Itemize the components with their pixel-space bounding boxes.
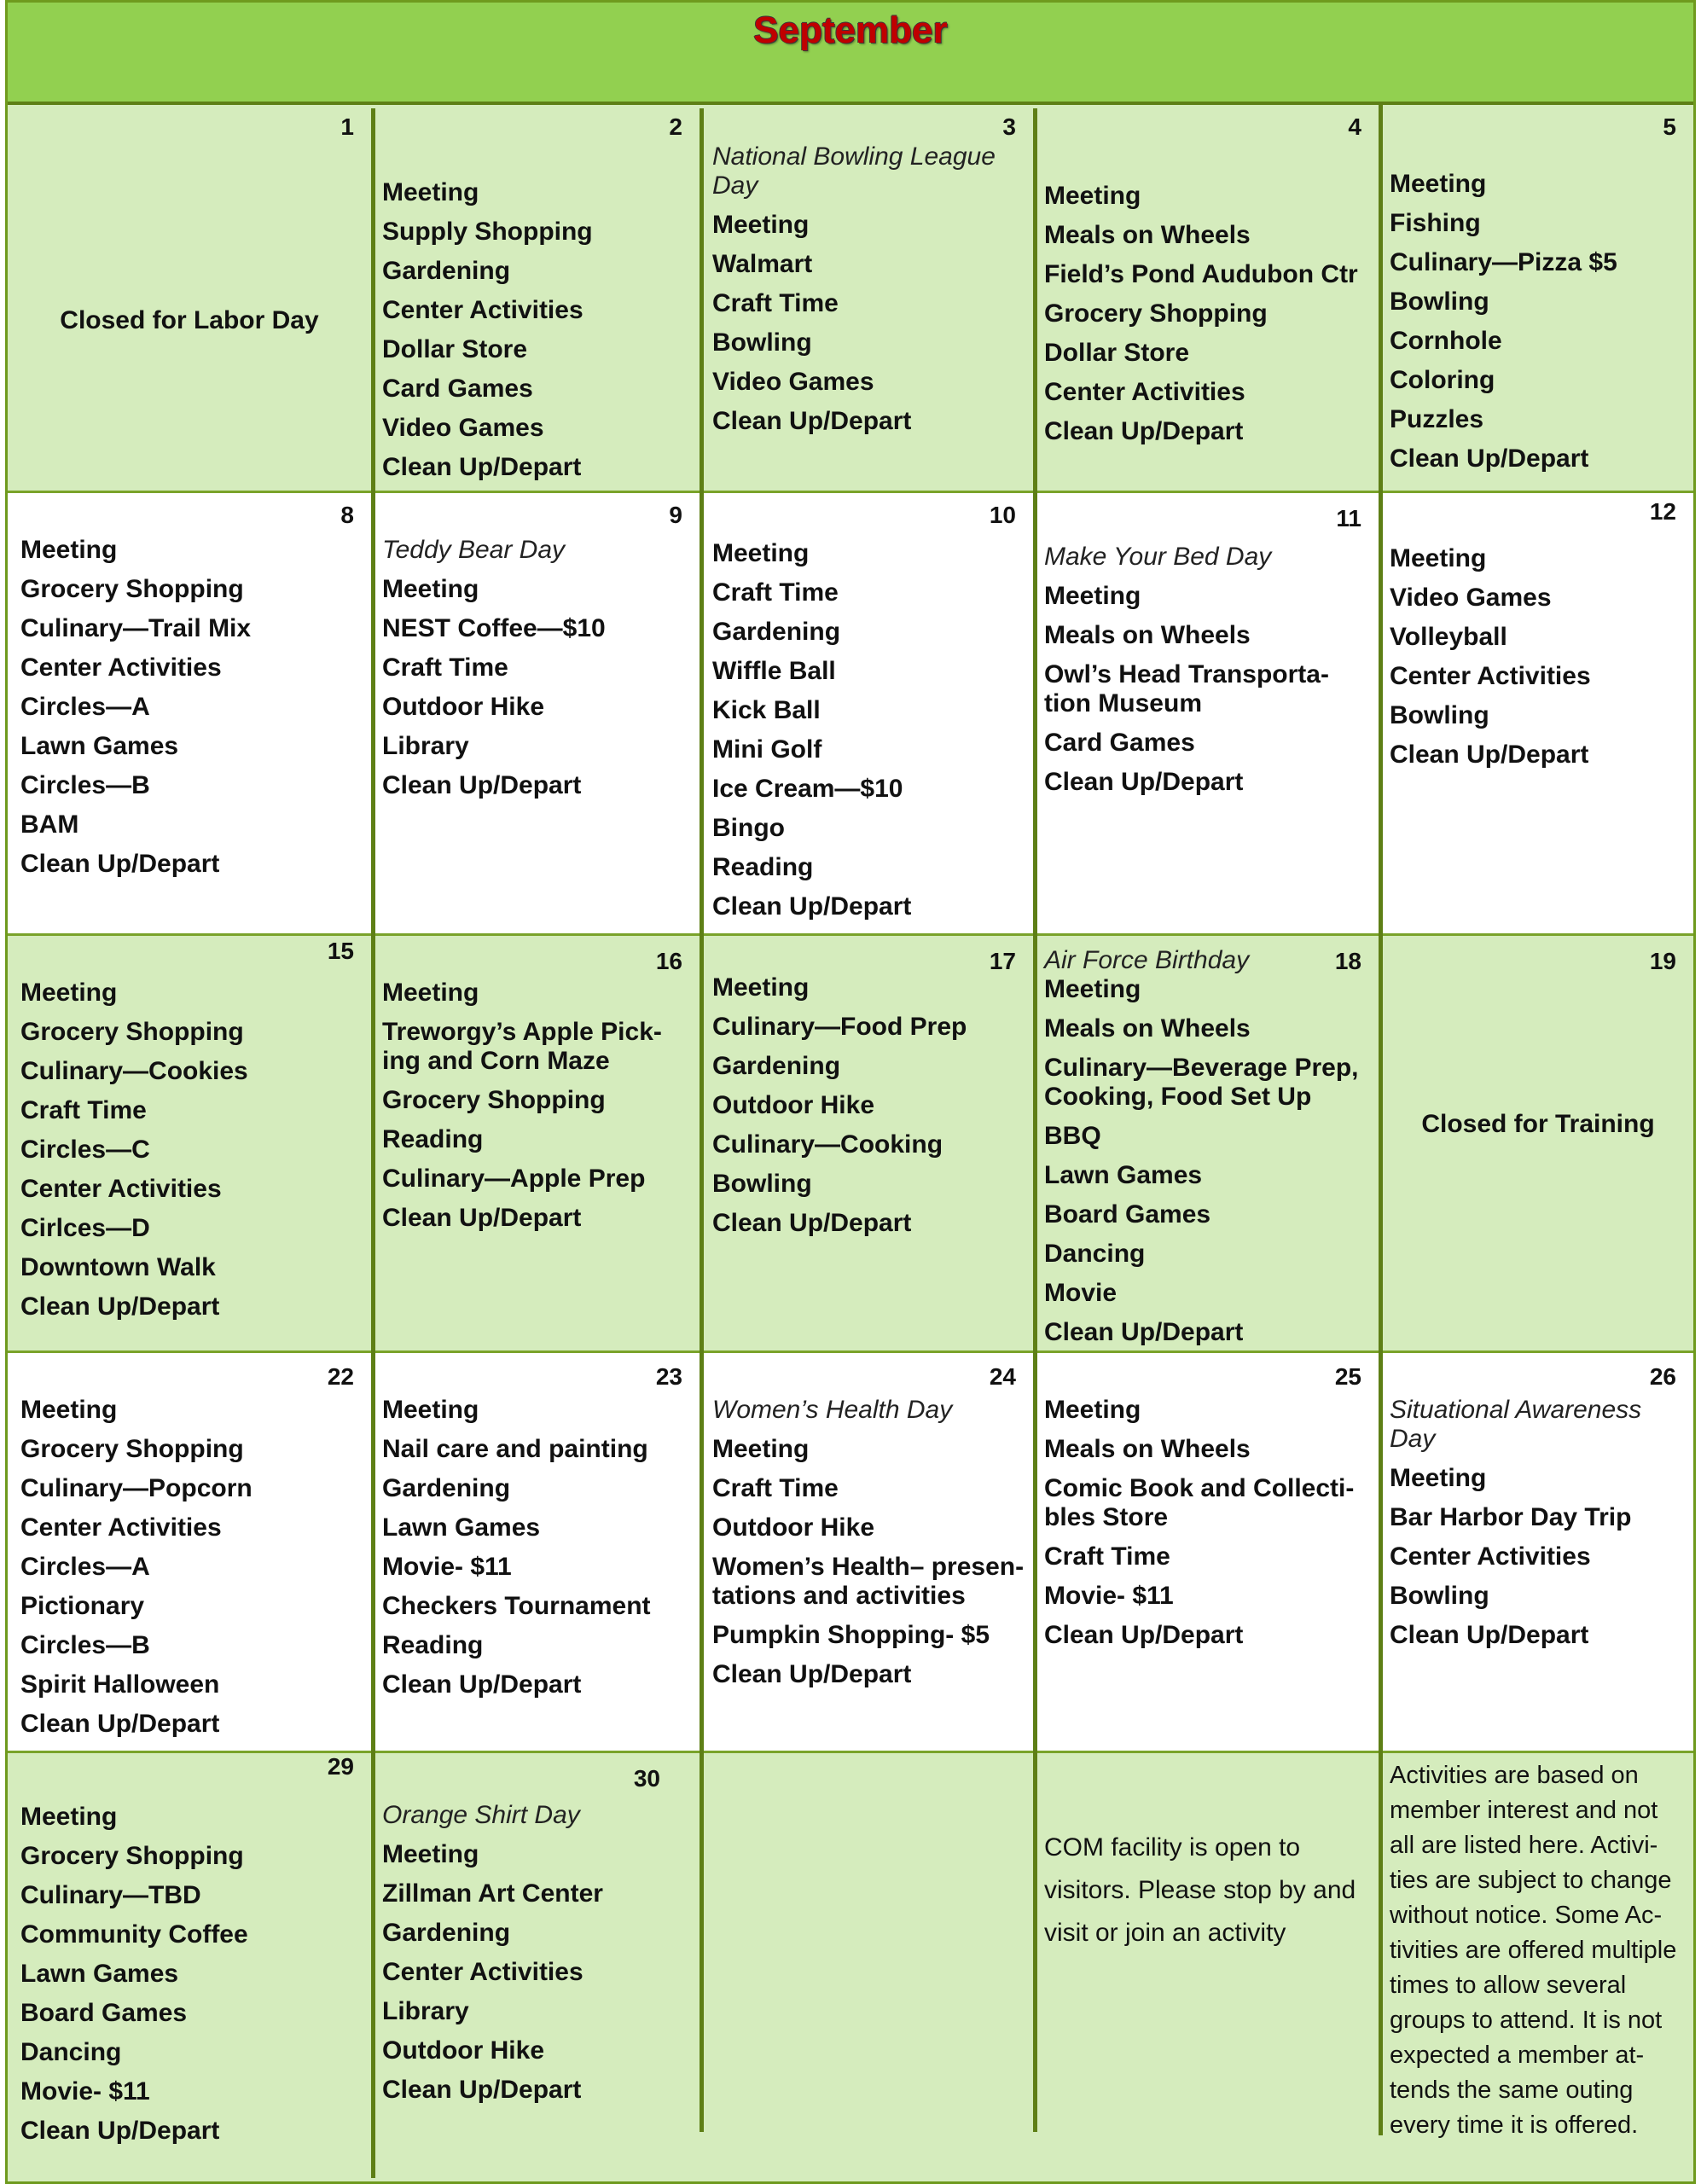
activity-item: Center Activities <box>1044 378 1245 406</box>
activity-item: Clean Up/Depart <box>1044 1621 1244 1649</box>
activity-item: Spirit Halloween <box>20 1670 220 1699</box>
activity-item: Meeting <box>1390 544 1487 572</box>
day-number: 18 <box>1334 948 1361 974</box>
closed-notice: Closed for Training <box>1421 1110 1655 1138</box>
activity-item: Clean Up/Depart <box>712 892 912 921</box>
activity-item: Bar Harbor Day Trip <box>1390 1503 1632 1531</box>
activity-item: Bowling <box>1390 701 1489 729</box>
activity-item: Coloring <box>1390 366 1495 394</box>
activity-item: Bingo <box>712 814 785 842</box>
column-divider <box>371 108 375 2178</box>
day-cell <box>375 1753 700 2181</box>
day-cell <box>704 1353 1033 1751</box>
activity-item: Pumpkin Shopping- $5 <box>712 1621 990 1649</box>
day-cell <box>8 1753 371 2181</box>
week-5 <box>8 1753 1693 2181</box>
activity-item: Nail care and painting <box>382 1435 648 1463</box>
activity-item: Culinary—Trail Mix <box>20 614 252 642</box>
activity-item: Owl’s Head Transporta-tion Museum <box>1044 660 1329 717</box>
activity-item: Meeting <box>20 1396 118 1424</box>
day-number: 19 <box>1649 948 1676 974</box>
day-number: 29 <box>327 1753 354 1780</box>
activity-item: Puzzles <box>1390 405 1484 433</box>
activity-item: Meeting <box>712 973 810 1002</box>
day-number: 25 <box>1334 1363 1361 1390</box>
activity-item: Circles—A <box>20 693 150 721</box>
activity-item: Card Games <box>382 375 533 403</box>
activity-item: Meals on Wheels <box>1044 621 1251 649</box>
activity-item: Clean Up/Depart <box>1044 1318 1244 1346</box>
activity-item: Dollar Store <box>1044 339 1190 367</box>
day-cell <box>8 493 371 933</box>
activity-item: Ice Cream—$10 <box>712 775 903 803</box>
activity-item: Fishing <box>1390 209 1481 237</box>
week-4 <box>8 1353 1693 1751</box>
activity-item: Clean Up/Depart <box>1044 768 1244 796</box>
activity-item: Meeting <box>20 1803 118 1831</box>
day-number: 17 <box>989 948 1016 974</box>
day-number: 4 <box>1348 113 1361 140</box>
day-cell <box>1383 105 1693 491</box>
activity-item: Bowling <box>712 328 812 357</box>
activity-item: Kick Ball <box>712 696 821 724</box>
activity-list <box>1044 975 1379 1347</box>
activity-item: Community Coffee <box>20 1920 248 1949</box>
activity-item: Field’s Pond Audubon Ctr <box>1044 260 1358 288</box>
calendar <box>5 0 1696 2184</box>
day-number: 22 <box>327 1363 354 1390</box>
activity-item: Meeting <box>1044 582 1141 610</box>
special-day-note: Situational Awareness Day <box>1390 1396 1642 1453</box>
activity-item: Walmart <box>712 250 813 278</box>
activity-list <box>382 1396 700 1710</box>
month-title: September <box>753 9 948 51</box>
activity-item: Dollar Store <box>382 335 528 363</box>
activity-item: Meeting <box>20 536 118 564</box>
activity-list <box>20 1803 371 2156</box>
week-1 <box>8 105 1693 491</box>
activity-item: Bowling <box>712 1170 812 1198</box>
activity-item: Reading <box>712 853 814 881</box>
activity-item: Meeting <box>712 211 810 239</box>
activity-item: Library <box>382 1997 469 2025</box>
activity-item: Center Activities <box>382 296 583 324</box>
day-cell <box>1037 1353 1379 1751</box>
activity-item: Women’s Health– presen-tations and activities <box>712 1553 1025 1610</box>
day-number: 23 <box>655 1363 682 1390</box>
day-cell <box>704 105 1033 491</box>
day-cell <box>375 105 700 491</box>
activity-item: Clean Up/Depart <box>712 1660 912 1688</box>
activity-item: Grocery Shopping <box>1044 299 1268 328</box>
activity-item: Card Games <box>1044 729 1195 757</box>
activity-item: Clean Up/Depart <box>382 1670 582 1699</box>
activity-item: Center Activities <box>1390 1542 1591 1571</box>
activity-list <box>20 536 371 889</box>
activity-item: Lawn Games <box>382 1513 541 1542</box>
activity-list <box>382 979 700 1243</box>
activity-item: Wiffle Ball <box>712 657 836 685</box>
day-cell <box>1037 936 1379 1350</box>
activity-item: Culinary—Cookies <box>20 1057 248 1085</box>
activity-item: Lawn Games <box>20 732 179 760</box>
special-day-note: National Bowling League Day <box>712 142 996 200</box>
activity-item: Bowling <box>1390 1582 1489 1610</box>
activity-list <box>382 178 700 492</box>
activity-item: Center Activities <box>20 653 222 682</box>
day-cell <box>8 1353 371 1751</box>
day-cell <box>704 936 1033 1350</box>
facility-note-cell <box>1037 1753 1379 2181</box>
activity-list <box>1390 170 1693 484</box>
activity-item: Gardening <box>712 618 841 646</box>
activity-item: Board Games <box>20 1999 188 2027</box>
day-number: 15 <box>327 938 354 964</box>
day-cell <box>704 493 1033 933</box>
day-cell <box>375 493 700 933</box>
special-day-note: Women’s Health Day <box>712 1396 953 1424</box>
activity-item: Clean Up/Depart <box>382 1204 582 1232</box>
activity-item: Outdoor Hike <box>712 1513 875 1542</box>
activity-item: Meeting <box>1044 1396 1141 1424</box>
activity-item: Treworgy’s Apple Pick-ing and Corn Maze <box>382 1018 662 1075</box>
activity-list <box>712 1435 1033 1689</box>
activity-item: Outdoor Hike <box>382 2036 545 2065</box>
day-number: 24 <box>989 1363 1016 1390</box>
activity-item: Clean Up/Depart <box>712 1209 912 1237</box>
activity-list <box>712 539 1033 932</box>
day-number: 2 <box>669 113 682 140</box>
day-number: 5 <box>1663 113 1676 140</box>
activity-item: Video Games <box>1390 584 1552 612</box>
activity-item: Center Activities <box>20 1175 222 1203</box>
column-divider <box>1379 103 1383 2135</box>
activity-item: Movie <box>1044 1279 1118 1307</box>
activity-item: Dancing <box>20 2038 122 2066</box>
activity-item: Grocery Shopping <box>20 1435 244 1463</box>
special-day-note: Make Your Bed Day <box>1044 543 1272 571</box>
activity-item: Meals on Wheels <box>1044 1435 1251 1463</box>
activity-item: Meeting <box>382 979 479 1007</box>
week-3 <box>8 936 1693 1350</box>
activity-item: Center Activities <box>20 1513 222 1542</box>
activity-item: Culinary—Food Prep <box>712 1013 967 1041</box>
activity-item: Culinary—Beverage Prep, Cooking, Food Set Up <box>1044 1054 1359 1111</box>
activity-item: Grocery Shopping <box>20 1018 244 1046</box>
day-cell <box>1383 1353 1693 1751</box>
activity-item: Craft Time <box>382 653 508 682</box>
activity-item: Culinary—Popcorn <box>20 1474 253 1502</box>
activity-item: Meeting <box>712 539 810 567</box>
activity-item: Clean Up/Depart <box>1390 1621 1589 1649</box>
disclaimer-text: Activities are based on member interest and not all are listed here. Activi-ties are subject to change without notice. Some Ac-tivities are offered multiple times to allow several groups to attend. It is not expected a member at-tends the same outing every time it is offered. <box>1390 1762 1677 2139</box>
activity-item: Culinary—Apple Prep <box>382 1165 646 1193</box>
activity-list <box>20 979 371 1332</box>
day-cell <box>1383 493 1693 933</box>
activity-item: Craft Time <box>712 578 839 607</box>
activity-item: Dancing <box>1044 1240 1146 1268</box>
special-day-note: Air Force Birthday <box>1044 946 1250 974</box>
calendar-header <box>8 3 1693 105</box>
activity-list <box>1390 1464 1693 1650</box>
disclaimer-cell <box>1383 1753 1693 2181</box>
activity-item: Clean Up/Depart <box>1390 741 1589 769</box>
day-cell <box>1037 105 1379 491</box>
day-cell <box>8 936 371 1350</box>
activity-item: Craft Time <box>20 1096 147 1124</box>
activity-item: Volleyball <box>1390 623 1507 651</box>
activity-item: Clean Up/Depart <box>1390 444 1589 473</box>
activity-item: Checkers Tournament <box>382 1592 651 1620</box>
activity-item: BBQ <box>1044 1122 1101 1150</box>
column-divider <box>700 108 704 2132</box>
day-number: 11 <box>1336 505 1361 531</box>
activity-item: Lawn Games <box>20 1960 179 1988</box>
activity-item: Circles—B <box>20 771 150 799</box>
activity-item: Reading <box>382 1125 484 1153</box>
activity-list <box>1044 182 1379 456</box>
day-number: 16 <box>655 948 682 974</box>
activity-item: Bowling <box>1390 288 1489 316</box>
activity-item: Video Games <box>712 368 874 396</box>
activity-item: Culinary—Pizza $5 <box>1390 248 1617 276</box>
week-2 <box>8 493 1693 933</box>
activity-item: Center Activities <box>382 1958 583 1986</box>
activity-item: Cirlces—D <box>20 1214 150 1242</box>
activity-item: Mini Golf <box>712 735 822 764</box>
activity-item: Craft Time <box>712 289 839 317</box>
day-cell <box>1037 493 1379 933</box>
day-cell <box>375 1353 700 1751</box>
activity-item: Craft Time <box>712 1474 839 1502</box>
activity-item: Pictionary <box>20 1592 145 1620</box>
activity-item: Library <box>382 732 469 760</box>
activity-list <box>382 575 700 800</box>
activity-list <box>1390 544 1693 780</box>
day-number: 8 <box>340 502 354 528</box>
activity-item: Circles—C <box>20 1136 150 1164</box>
activity-list <box>1044 1396 1379 1660</box>
activity-item: Meeting <box>1390 170 1487 198</box>
special-day-note: Teddy Bear Day <box>382 536 566 564</box>
day-number: 1 <box>340 113 354 140</box>
activity-item: Center Activities <box>1390 662 1591 690</box>
activity-item: Clean Up/Depart <box>712 407 912 435</box>
activity-item: Outdoor Hike <box>382 693 545 721</box>
day-cell <box>8 105 371 491</box>
activity-item: Grocery Shopping <box>20 575 244 603</box>
activity-item: Board Games <box>1044 1200 1211 1228</box>
activity-item: Clean Up/Depart <box>20 2117 220 2145</box>
activity-item: Reading <box>382 1631 484 1659</box>
activity-item: NEST Coffee—$10 <box>382 614 606 642</box>
activity-list <box>712 973 1033 1248</box>
day-number: 3 <box>1002 113 1016 140</box>
activity-item: Zillman Art Center <box>382 1879 603 1908</box>
activity-list <box>1044 582 1379 797</box>
activity-item: Comic Book and Collecti-bles Store <box>1044 1474 1355 1531</box>
activity-item: Meeting <box>1044 975 1141 1003</box>
day-number: 26 <box>1649 1363 1676 1390</box>
activity-item: BAM <box>20 810 79 839</box>
activity-item: Gardening <box>712 1052 841 1080</box>
activity-item: Clean Up/Depart <box>20 1292 220 1321</box>
activity-item: Clean Up/Depart <box>20 1710 220 1738</box>
activity-item: Meeting <box>382 1396 479 1424</box>
special-day-note: Orange Shirt Day <box>382 1801 580 1829</box>
day-cell <box>375 936 700 1350</box>
empty-cell <box>704 1753 1033 2181</box>
activity-item: Meals on Wheels <box>1044 1014 1251 1043</box>
activity-item: Meeting <box>382 1840 479 1868</box>
day-number: 12 <box>1649 498 1676 525</box>
activity-item: Meeting <box>382 575 479 603</box>
activity-list <box>382 1840 700 2105</box>
activity-item: Gardening <box>382 257 511 285</box>
activity-item: Gardening <box>382 1474 511 1502</box>
activity-item: Craft Time <box>1044 1542 1170 1571</box>
activity-item: Clean Up/Depart <box>20 850 220 878</box>
activity-item: Movie- $11 <box>1044 1582 1174 1610</box>
day-number: 9 <box>669 502 682 528</box>
activity-item: Supply Shopping <box>382 218 593 246</box>
activity-item: Meeting <box>20 979 118 1007</box>
activity-item: Meeting <box>712 1435 810 1463</box>
activity-item: Clean Up/Depart <box>382 2076 582 2104</box>
facility-note: COM facility is open to visitors. Please stop by and visit or join an activity <box>1044 1833 1356 1947</box>
activity-item: Meeting <box>1044 182 1141 210</box>
activity-item: Gardening <box>382 1919 511 1947</box>
activity-item: Clean Up/Depart <box>382 771 582 799</box>
activity-item: Outdoor Hike <box>712 1091 875 1119</box>
activity-item: Video Games <box>382 414 544 442</box>
activity-item: Culinary—Cooking <box>712 1130 943 1159</box>
day-number: 10 <box>989 502 1016 528</box>
activity-item: Grocery Shopping <box>20 1842 244 1870</box>
activity-item: Cornhole <box>1390 327 1502 355</box>
activity-item: Movie- $11 <box>20 2077 150 2106</box>
closed-notice: Closed for Labor Day <box>60 306 319 334</box>
activity-item: Circles—B <box>20 1631 150 1659</box>
activity-item: Circles—A <box>20 1553 150 1581</box>
activity-item: Culinary—TBD <box>20 1881 201 1909</box>
activity-item: Meals on Wheels <box>1044 221 1251 249</box>
day-cell <box>1383 936 1693 1350</box>
activity-item: Clean Up/Depart <box>1044 417 1244 445</box>
activity-item: Meeting <box>1390 1464 1487 1492</box>
activity-item: Clean Up/Depart <box>382 453 582 481</box>
activity-item: Downtown Walk <box>20 1253 216 1281</box>
activity-item: Meeting <box>382 178 479 206</box>
activity-item: Movie- $11 <box>382 1553 512 1581</box>
activity-list <box>712 211 1033 436</box>
activity-item: Grocery Shopping <box>382 1086 606 1114</box>
column-divider <box>1033 108 1037 2132</box>
day-number: 30 <box>633 1765 660 1792</box>
activity-item: Lawn Games <box>1044 1161 1203 1189</box>
activity-list <box>20 1396 371 1749</box>
